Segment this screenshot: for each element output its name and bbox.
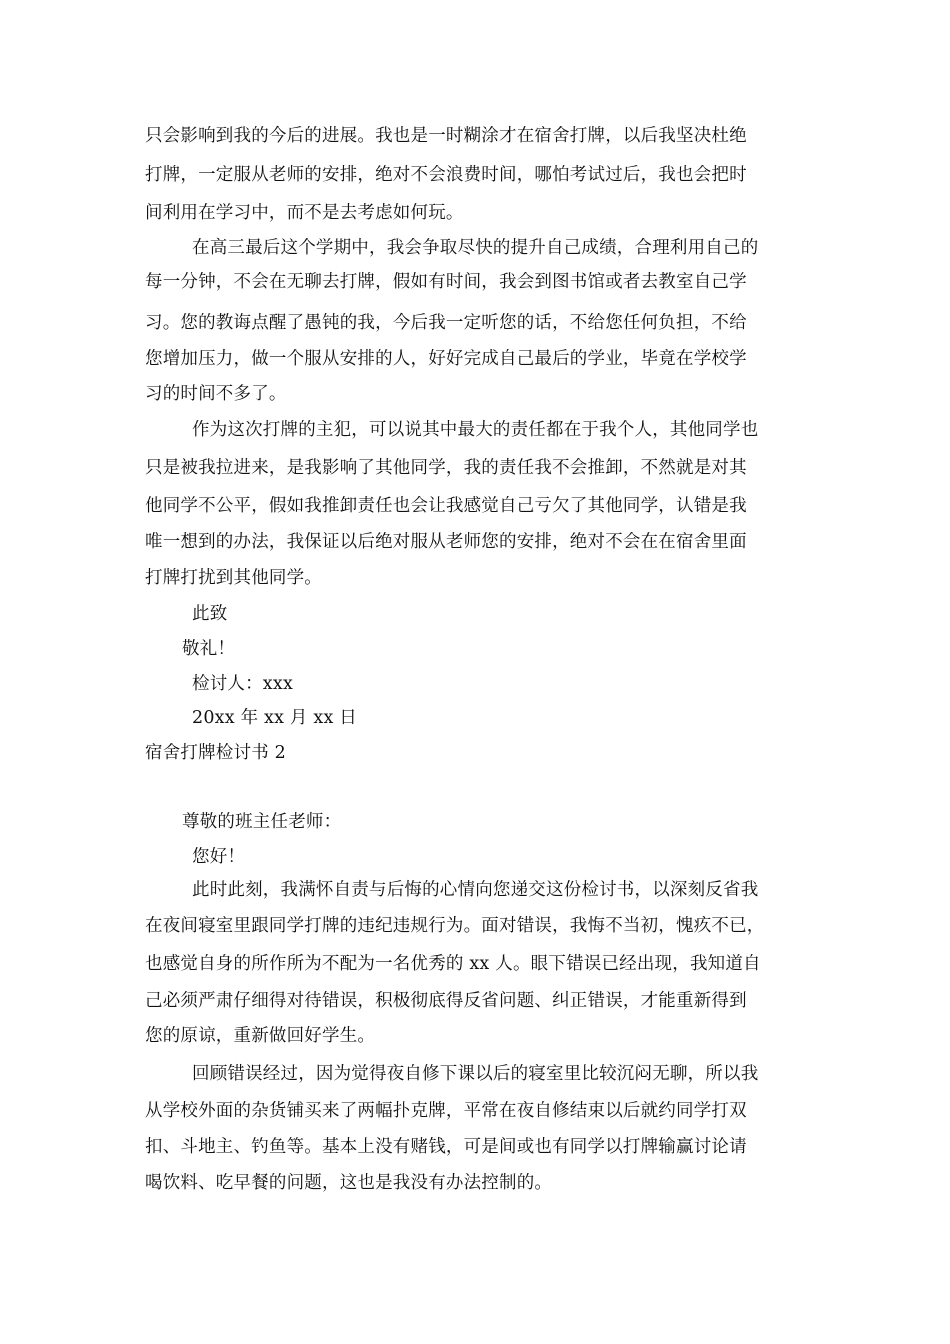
paragraph-line: 您增加压力，做一个服从安排的人，好好完成自己最后的学业，毕竟在学校学 bbox=[145, 349, 747, 369]
paragraph-line: 您的原谅，重新做回好学生。 bbox=[145, 1026, 376, 1046]
paragraph-line: 喝饮料、吃早餐的问题，这也是我没有办法控制的。 bbox=[145, 1173, 553, 1193]
paragraph-line: 从学校外面的杂货铺买来了两幅扑克牌，平常在夜自修结束以后就约同学打双 bbox=[145, 1101, 747, 1121]
paragraph-line: 己必须严肃仔细得对待错误，积极彻底得反省问题、纠正错误，才能重新得到 bbox=[145, 991, 747, 1011]
paragraph-line: 此时此刻，我满怀自责与后悔的心情向您递交这份检讨书，以深刻反省我 bbox=[192, 880, 759, 900]
paragraph-line: 习的时间不多了。 bbox=[145, 384, 287, 404]
paragraph-line: 每一分钟，不会在无聊去打牌，假如有时间，我会到图书馆或者去教室自己学 bbox=[145, 272, 747, 292]
hello-line: 您好！ bbox=[192, 847, 246, 867]
paragraph-line: 他同学不公平，假如我推卸责任也会让我感觉自己亏欠了其他同学，认错是我 bbox=[145, 496, 747, 516]
paragraph-line: 打牌打扰到其他同学。 bbox=[145, 568, 322, 588]
signer-line: 检讨人：xxx bbox=[192, 674, 294, 694]
paragraph-line: 打牌，一定服从老师的安排，绝对不会浪费时间，哪怕考试过后，我也会把时 bbox=[145, 165, 747, 185]
paragraph-line: 作为这次打牌的主犯，可以说其中最大的责任都在于我个人，其他同学也 bbox=[192, 420, 759, 440]
paragraph-line: 也感觉自身的所作所为不配为一名优秀的 xx 人。眼下错误已经出现，我知道自 bbox=[145, 954, 761, 974]
closing-text: 此致 bbox=[192, 604, 228, 624]
paragraph-line: 在高三最后这个学期中，我会争取尽快的提升自己成绩，合理利用自己的 bbox=[192, 238, 759, 258]
paragraph-line: 只会影响到我的今后的进展。我也是一时糊涂才在宿舍打牌，以后我坚决杜绝 bbox=[145, 126, 747, 146]
greeting-line: 尊敬的班主任老师： bbox=[182, 812, 342, 832]
paragraph-line: 只是被我拉进来，是我影响了其他同学，我的责任我不会推卸，不然就是对其 bbox=[145, 458, 747, 478]
salute-text: 敬礼！ bbox=[182, 639, 236, 659]
paragraph-line: 唯一想到的办法，我保证以后绝对服从老师您的安排，绝对不会在在宿舍里面 bbox=[145, 532, 747, 552]
paragraph-line: 扣、斗地主、钓鱼等。基本上没有赌钱，可是间或也有同学以打牌输赢讨论请 bbox=[145, 1137, 747, 1157]
paragraph-line: 间利用在学习中，而不是去考虑如何玩。 bbox=[145, 203, 464, 223]
paragraph-line: 习。您的教诲点醒了愚钝的我，今后我一定听您的话，不给您任何负担，不给 bbox=[145, 313, 747, 333]
paragraph-line: 回顾错误经过，因为觉得夜自修下课以后的寝室里比较沉闷无聊，所以我 bbox=[192, 1064, 759, 1084]
paragraph-line: 在夜间寝室里跟同学打牌的违纪违规行为。面对错误，我悔不当初，愧疚不已， bbox=[145, 916, 765, 936]
date-line: 20xx 年 xx 月 xx 日 bbox=[192, 708, 357, 728]
section-title: 宿舍打牌检讨书 2 bbox=[145, 743, 286, 763]
